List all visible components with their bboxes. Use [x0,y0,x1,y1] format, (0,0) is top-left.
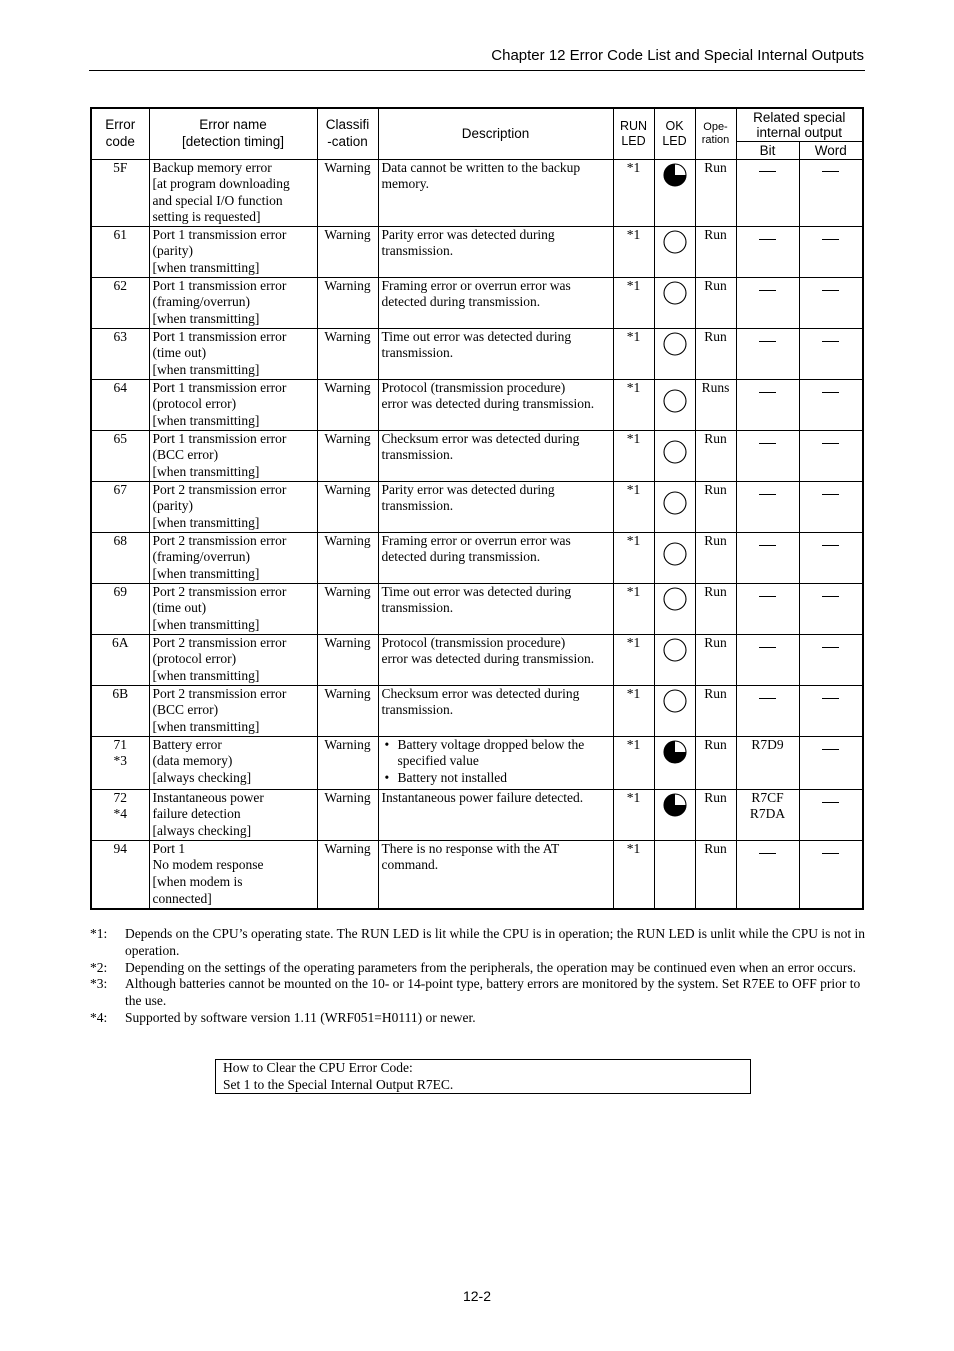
ok-led-blinking-icon [662,792,688,823]
cell-description: Instantaneous power failure detected. [378,789,613,840]
cell-run-led: *1 [613,840,654,909]
cell-operation: Run [695,789,736,840]
cell-error-code: 64 [91,379,149,430]
word-dash [822,545,839,546]
ok-led-off-icon [662,331,688,362]
cell-ok-led [654,481,695,532]
cell-operation: Run [695,277,736,328]
footnote [90,926,865,960]
word-dash [822,647,839,648]
footnote-text: Although batteries cannot be mounted on the 10- or 14-point type, battery errors are monitored by the system. Set R7EE to OFF prior to the use. [125,976,861,1009]
cell-operation: Run [695,481,736,532]
footnote-mark: *3: [90,976,108,992]
table-row [91,481,863,532]
cell-operation: Run [695,583,736,634]
cell-bit [736,379,799,430]
cell-description: Checksum error was detected during transmission. [378,430,613,481]
cell-error-code: 71 *3 [91,736,149,789]
footnote-text: Depending on the settings of the operating parameters from the peripherals, the operation may be continued even when an error occurs. [125,959,856,975]
header-error-code: Error code [91,108,149,159]
bit-dash [759,545,776,546]
cell-run-led: *1 [613,328,654,379]
footnote [90,976,865,1010]
table-row [91,736,863,789]
cell-word [799,583,863,634]
clear-box-line-2: Set 1 to the Special Internal Output R7EC. [223,1076,454,1092]
cell-word [799,159,863,226]
ok-led-blinking-icon [662,739,688,770]
bit-dash [759,596,776,597]
word-dash [822,698,839,699]
cell-error-name: Port 2 transmission error (framing/overrun) [when transmitting] [149,532,317,583]
cell-error-code: 5F [91,159,149,226]
footnote-mark: *2: [90,959,108,975]
cell-word [799,789,863,840]
table-row [91,226,863,277]
cell-run-led: *1 [613,430,654,481]
cell-bit [736,634,799,685]
cell-word [799,685,863,736]
cell-operation: Run [695,840,736,909]
bit-dash [759,494,776,495]
cell-error-name: Port 1 transmission error (BCC error) [when transmitting] [149,430,317,481]
cell-classification: Warning [317,226,378,277]
cell-error-code: 61 [91,226,149,277]
cell-description: Protocol (transmission procedure) error was detected during transmission. [378,379,613,430]
footnotes [90,926,865,1027]
cell-ok-led [654,789,695,840]
cell-error-name: Port 1 transmission error (parity) [when transmitting] [149,226,317,277]
cell-ok-led [654,159,695,226]
cell-bit [736,430,799,481]
cell-ok-led [654,685,695,736]
cell-description: Time out error was detected during transmission. [378,328,613,379]
cell-classification: Warning [317,736,378,789]
cell-word [799,379,863,430]
header-classification: Classifi -cation [317,108,378,159]
ok-led-blinking-icon [662,162,688,193]
cell-ok-led [654,328,695,379]
header-rule [89,70,865,71]
bit-dash [759,443,776,444]
description-bullet-list [382,737,610,787]
cell-error-code: 67 [91,481,149,532]
cell-error-name: Battery error (data memory) [always checking] [149,736,317,789]
cell-run-led: *1 [613,277,654,328]
cell-ok-led [654,840,695,909]
bit-dash [759,239,776,240]
cell-error-name: Backup memory error [at program downloading and special I/O function setting is requested] [149,159,317,226]
cell-description: Parity error was detected during transmission. [378,481,613,532]
cell-ok-led [654,226,695,277]
clear-box-line-1: How to Clear the CPU Error Code: [223,1060,413,1075]
cell-bit [736,583,799,634]
word-dash [822,443,839,444]
word-dash [822,290,839,291]
cell-run-led: *1 [613,226,654,277]
table-row [91,277,863,328]
cell-run-led: *1 [613,789,654,840]
table-row [91,685,863,736]
cell-bit [736,685,799,736]
header-error-name: Error name [detection timing] [149,108,317,159]
cell-word [799,430,863,481]
footnote-mark: *1: [90,926,108,941]
cell-error-code: 69 [91,583,149,634]
cell-run-led: *1 [613,634,654,685]
cell-error-code: 62 [91,277,149,328]
cell-word [799,736,863,789]
cell-classification: Warning [317,379,378,430]
ok-led-off-icon [662,586,688,617]
bit-dash [759,853,776,854]
word-dash [822,171,839,172]
cell-run-led: *1 [613,159,654,226]
cell-classification: Warning [317,328,378,379]
cell-bit [736,226,799,277]
cell-error-name: Port 2 transmission error (time out) [when transmitting] [149,583,317,634]
description-bullet-item: • Battery not installed [398,770,610,787]
clear-error-note-box [215,1059,751,1094]
cell-error-code: 6B [91,685,149,736]
bit-dash [759,698,776,699]
ok-led-off-icon [662,439,688,470]
cell-ok-led [654,379,695,430]
cell-error-name: Port 2 transmission error (protocol error) [when transmitting] [149,634,317,685]
chapter-header: Chapter 12 Error Code List and Special Internal Outputs [491,47,864,64]
cell-description: Framing error or overrun error was detected during transmission. [378,277,613,328]
cell-error-name: Port 1 transmission error (framing/overrun) [when transmitting] [149,277,317,328]
table-row [91,379,863,430]
bit-dash [759,290,776,291]
ok-led-off-icon [662,637,688,668]
ok-led-off-icon [662,541,688,572]
cell-description: Framing error or overrun error was detected during transmission. [378,532,613,583]
cell-error-code: 63 [91,328,149,379]
bit-dash [759,341,776,342]
header-run-led: RUN LED [613,108,654,159]
cell-classification: Warning [317,583,378,634]
word-dash [822,596,839,597]
cell-description: Checksum error was detected during transmission. [378,685,613,736]
cell-operation: Run [695,685,736,736]
word-dash [822,239,839,240]
cell-classification: Warning [317,159,378,226]
bit-dash [759,171,776,172]
cell-ok-led [654,532,695,583]
cell-error-code: 6A [91,634,149,685]
cell-error-code: 72 *4 [91,789,149,840]
table-row [91,159,863,226]
cell-ok-led [654,736,695,789]
word-dash [822,749,839,750]
cell-operation: Run [695,328,736,379]
cell-description: Parity error was detected during transmission. [378,226,613,277]
cell-run-led: *1 [613,583,654,634]
cell-description: There is no response with the AT command. [378,840,613,909]
cell-description: Data cannot be written to the backup memory. [378,159,613,226]
footnote [90,960,865,977]
cell-word [799,226,863,277]
header-ok-led: OK LED [654,108,695,159]
cell-word [799,840,863,909]
bit-dash [759,647,776,648]
cell-error-code: 68 [91,532,149,583]
table-row [91,532,863,583]
table-row [91,583,863,634]
word-dash [822,802,839,803]
footnote [90,1010,865,1027]
cell-bit [736,481,799,532]
cell-word [799,634,863,685]
cell-error-name: Port 2 transmission error (parity) [when transmitting] [149,481,317,532]
cell-word [799,277,863,328]
cell-run-led: *1 [613,532,654,583]
cell-classification: Warning [317,685,378,736]
cell-description: Time out error was detected during transmission. [378,583,613,634]
cell-bit: R7D9 [736,736,799,789]
word-dash [822,853,839,854]
ok-led-off-icon [662,388,688,419]
table-row [91,634,863,685]
cell-description [378,736,613,789]
word-dash [822,494,839,495]
cell-error-name: Instantaneous power failure detection [always checking] [149,789,317,840]
page-number: 12-2 [462,1288,492,1304]
cell-description: Protocol (transmission procedure) error was detected during transmission. [378,634,613,685]
cell-bit [736,277,799,328]
cell-bit [736,328,799,379]
cell-operation: Run [695,226,736,277]
cell-run-led: *1 [613,736,654,789]
ok-led-off-icon [662,490,688,521]
cell-bit [736,159,799,226]
description-bullet-item: • Battery voltage dropped below the specified value [398,737,610,770]
ok-led-off-icon [662,229,688,260]
header-related-output: Related special internal output [736,108,863,141]
cell-error-code: 65 [91,430,149,481]
table-header [91,108,863,159]
table-body [91,159,863,909]
cell-bit [736,532,799,583]
cell-ok-led [654,430,695,481]
cell-classification: Warning [317,840,378,909]
table-row [91,328,863,379]
cell-ok-led [654,634,695,685]
cell-operation: Runs [695,379,736,430]
cell-run-led: *1 [613,379,654,430]
cell-run-led: *1 [613,481,654,532]
header-bit: Bit [736,141,799,159]
word-dash [822,341,839,342]
cell-error-name: Port 1 transmission error (time out) [when transmitting] [149,328,317,379]
cell-bit: R7CF R7DA [736,789,799,840]
cell-error-name: Port 1 transmission error (protocol error) [when transmitting] [149,379,317,430]
cell-error-code: 94 [91,840,149,909]
cell-word [799,328,863,379]
bit-dash [759,392,776,393]
cell-bit [736,840,799,909]
cell-classification: Warning [317,532,378,583]
cell-ok-led [654,583,695,634]
cell-operation: Run [695,430,736,481]
error-code-table [90,107,864,910]
footnote-mark: *4: [90,1009,108,1025]
cell-classification: Warning [317,430,378,481]
cell-classification: Warning [317,789,378,840]
cell-operation: Run [695,736,736,789]
ok-led-off-icon [662,688,688,719]
header-operation: Ope- ration [695,108,736,159]
cell-word [799,481,863,532]
cell-classification: Warning [317,634,378,685]
table-row [91,840,863,909]
cell-operation: Run [695,159,736,226]
header-word: Word [799,141,863,159]
word-dash [822,392,839,393]
cell-operation: Run [695,532,736,583]
cell-run-led: *1 [613,685,654,736]
cell-classification: Warning [317,277,378,328]
cell-ok-led [654,277,695,328]
cell-operation: Run [695,634,736,685]
header-description: Description [378,108,613,159]
cell-error-name: Port 2 transmission error (BCC error) [when transmitting] [149,685,317,736]
footnote-text: Depends on the CPU’s operating state. The RUN LED is lit while the CPU is in operation; the RUN LED is unlit while the CPU is not in operation. [125,926,865,958]
table-row [91,789,863,840]
cell-classification: Warning [317,481,378,532]
table-row [91,430,863,481]
cell-error-name: Port 1 No modem response [when modem is connected] [149,840,317,909]
cell-word [799,532,863,583]
ok-led-off-icon [662,280,688,311]
footnote-text: Supported by software version 1.11 (WRF051=H0111) or newer. [125,1009,476,1025]
